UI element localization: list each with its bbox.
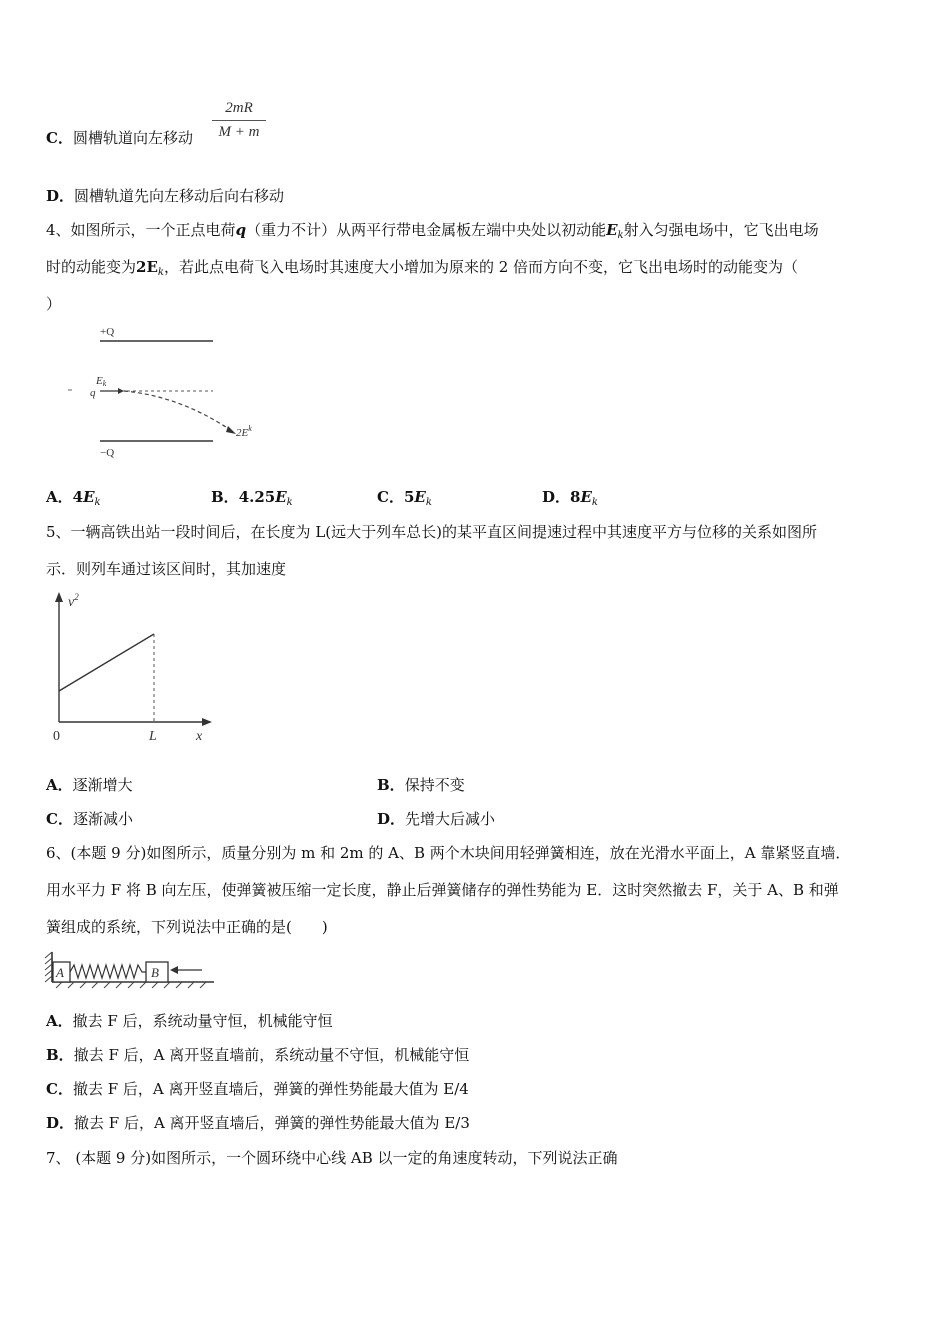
block-a-label: A	[56, 965, 64, 980]
option-label: D．	[46, 1114, 75, 1132]
q5-option-d	[377, 809, 495, 829]
symbol-q: q	[235, 221, 247, 239]
symbol-2E: 2E	[136, 258, 158, 276]
q5-stem-line1	[46, 522, 817, 542]
q3-option-c	[46, 128, 193, 148]
stem-text: (本题 9 分)如图所示，一个圆环绕中心线 AB 以一定的角速度转动，下列说法正确	[70, 1149, 618, 1167]
option-label: B．	[46, 1046, 74, 1064]
q3-option-d	[46, 186, 284, 206]
option-sub: k	[94, 497, 101, 508]
option-text: 保持不变	[404, 776, 465, 794]
option-label: C．	[46, 129, 73, 147]
exit-arrow-head	[226, 426, 236, 434]
option-unit: E	[275, 488, 287, 506]
q4-option-c	[377, 487, 432, 513]
q5-option-c	[46, 809, 133, 829]
question-number: 6、	[46, 844, 71, 862]
out-label: $2E^k$	[236, 424, 252, 439]
option-label: C．	[377, 488, 404, 506]
option-text: 撤去 F 后，A 离开竖直墙后，弹簧的弹性势能最大值为 E/3	[74, 1114, 470, 1132]
x-axis-label: x	[196, 729, 203, 744]
question-number: 7、	[46, 1149, 71, 1167]
v2-line	[59, 634, 154, 691]
q5-option-b	[377, 775, 465, 795]
option-unit: E	[83, 488, 95, 506]
option-label: B．	[377, 776, 405, 794]
fraction-denominator: M + m	[218, 124, 260, 140]
trajectory	[124, 391, 232, 431]
q6-option-c	[46, 1079, 469, 1099]
q7-stem-line1	[46, 1148, 618, 1168]
q-label: q	[90, 387, 96, 399]
stem-text: 射入匀强电场中，它飞出电场	[623, 221, 819, 239]
option-unit: E	[414, 488, 426, 506]
option-label: A．	[46, 488, 73, 506]
plus-q-label: +Q	[100, 326, 115, 338]
q6-option-d	[46, 1113, 470, 1133]
block-b-label: B	[151, 965, 159, 980]
question-number: 5、	[46, 523, 71, 541]
option-text: 圆槽轨道先向左移动后向右移动	[74, 187, 285, 205]
q4-stem-line3	[46, 294, 61, 314]
option-label: A．	[46, 1012, 73, 1030]
option-text: 撤去 F 后，A 离开竖直墙前，系统动量不守恒，机械能守恒	[73, 1046, 470, 1064]
origin-label: 0	[53, 729, 60, 744]
arrow-head	[118, 388, 124, 394]
q6-stem-line3	[46, 917, 328, 937]
option-unit: E	[580, 488, 592, 506]
stem-text: 用水平力 F 将 B 向左压，使弹簧被压缩一定长度，静止后弹簧储存的弹性势能为 E．这时突然撤去 F，关于 A、B 和弹	[46, 881, 839, 899]
stem-text: 一辆高铁出站一段时间后，在长度为 L(远大于列车总长)的某平直区间提速过程中其速度平方与位移的关系如图所	[70, 523, 817, 541]
l-tick-label: L	[149, 729, 157, 744]
y-axis-label: $v^2$	[68, 592, 79, 610]
q6-option-a	[46, 1011, 333, 1031]
option-text: 先增大后减小	[405, 810, 496, 828]
q6-stem-line1	[46, 843, 850, 863]
stem-text: （重力不计）从两平行带电金属板左端中央处以初动能	[246, 221, 607, 239]
option-label: D．	[542, 488, 571, 506]
stem-text: 簧组成的系统，下列说法中正确的是( )	[46, 918, 328, 936]
floor-hatch	[56, 982, 206, 988]
stem-text: ）	[46, 295, 62, 313]
force-arrow-head	[170, 966, 178, 974]
stem-text: 示．则列车通过该区间时，其加速度	[46, 560, 287, 578]
option-text: 撤去 F 后，系统动量守恒，机械能守恒	[72, 1012, 333, 1030]
q4-option-d	[542, 487, 598, 513]
option-label: D．	[46, 187, 75, 205]
q4-stem-line2	[46, 257, 798, 283]
q4-capacitor-figure	[60, 318, 280, 464]
wall-hatch	[45, 952, 52, 982]
q4-stem-line1	[46, 220, 819, 246]
symbol-sub: k	[157, 267, 164, 278]
q6-option-b	[46, 1045, 469, 1065]
question-number: 4、	[46, 221, 71, 239]
symbol-E: E	[606, 221, 618, 239]
q5-v2-x-graph	[44, 588, 224, 748]
stem-text: ，若此点电荷飞入电场时其速度大小增加为原来的 2 倍而方向不变，它飞出电场时的动能变为（	[163, 258, 799, 276]
q3-option-c-fraction	[212, 100, 266, 141]
option-sub: k	[425, 497, 432, 508]
option-label: B．	[211, 488, 239, 506]
spring	[70, 965, 146, 978]
stem-text: 时的动能变为	[46, 258, 137, 276]
option-text: 撤去 F 后，A 离开竖直墙后，弹簧的弹性势能最大值为 E/4	[72, 1080, 469, 1098]
ek-label: Ek	[96, 375, 107, 388]
y-arrow	[55, 592, 63, 602]
fraction-numerator: 2mR	[212, 100, 266, 121]
q4-option-b	[211, 487, 293, 513]
q6-stem-line2	[46, 880, 839, 900]
option-text: 圆槽轨道向左移动	[72, 129, 193, 147]
option-value: 4	[72, 488, 84, 506]
option-label: A．	[46, 776, 73, 794]
option-sub: k	[286, 497, 293, 508]
option-value: 4.25	[238, 488, 276, 506]
q6-spring-figure	[42, 948, 222, 990]
option-value: 8	[570, 488, 581, 506]
stem-text: 如图所示，一个正点电荷	[70, 221, 236, 239]
stem-text: (本题 9 分)如图所示，质量分别为 m 和 2m 的 A、B 两个木块间用轻弹簧相连，放在光滑水平面上，A 靠紧竖直墙．	[70, 844, 851, 862]
option-sub: k	[591, 497, 598, 508]
q5-stem-line2	[46, 559, 286, 579]
option-text: 逐渐增大	[72, 776, 133, 794]
minus-q-label: −Q	[100, 447, 115, 459]
option-value: 5	[403, 488, 415, 506]
option-label: D．	[377, 810, 406, 828]
x-arrow	[202, 718, 212, 726]
q5-option-a	[46, 775, 133, 795]
option-text: 逐渐减小	[72, 810, 133, 828]
option-label: C．	[46, 1080, 73, 1098]
q4-option-a	[46, 487, 101, 513]
option-label: C．	[46, 810, 73, 828]
symbol-sub: k	[617, 230, 624, 241]
